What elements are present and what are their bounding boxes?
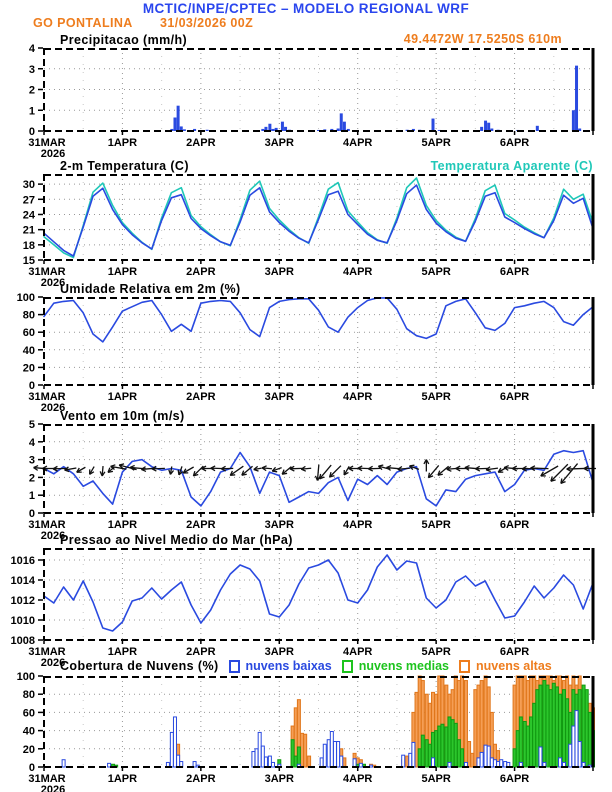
panel-title-humidity: Umidade Relativa em 2m (%) xyxy=(60,282,241,296)
svg-text:1APR: 1APR xyxy=(107,391,138,403)
svg-text:1APR: 1APR xyxy=(107,137,138,149)
svg-text:31MAR: 31MAR xyxy=(28,646,66,658)
svg-text:5APR: 5APR xyxy=(421,519,451,531)
svg-text:2APR: 2APR xyxy=(186,519,216,531)
station-coordinates: 49.4472W 17.5250S 610m xyxy=(403,32,562,46)
svg-text:100: 100 xyxy=(16,292,35,304)
svg-text:4: 4 xyxy=(28,43,35,55)
svg-text:5APR: 5APR xyxy=(421,266,451,278)
svg-text:6APR: 6APR xyxy=(499,137,530,149)
svg-text:20: 20 xyxy=(22,362,35,375)
svg-text:3: 3 xyxy=(28,63,35,76)
svg-text:4APR: 4APR xyxy=(343,773,373,785)
svg-text:24: 24 xyxy=(22,209,35,222)
station-name: GO PONTALINA xyxy=(33,16,133,30)
svg-text:18: 18 xyxy=(22,239,35,252)
svg-text:0: 0 xyxy=(28,762,35,774)
svg-text:15: 15 xyxy=(22,255,35,267)
svg-text:2APR: 2APR xyxy=(186,391,216,403)
svg-text:3: 3 xyxy=(28,454,35,467)
svg-text:2026: 2026 xyxy=(40,402,66,414)
cloud-cover-chart xyxy=(0,671,612,792)
svg-text:31MAR: 31MAR xyxy=(28,391,66,403)
svg-text:1012: 1012 xyxy=(10,595,35,607)
svg-text:60: 60 xyxy=(22,327,35,340)
wind-chart xyxy=(0,419,612,542)
svg-text:1APR: 1APR xyxy=(107,646,138,658)
svg-text:0: 0 xyxy=(28,126,35,138)
svg-text:5: 5 xyxy=(28,419,35,431)
svg-text:1APR: 1APR xyxy=(107,266,138,278)
svg-text:1008: 1008 xyxy=(10,635,35,647)
legend-label-high-clouds: nuvens altas xyxy=(476,659,552,673)
svg-text:5APR: 5APR xyxy=(421,773,451,785)
svg-text:6APR: 6APR xyxy=(499,646,530,658)
svg-text:2APR: 2APR xyxy=(186,266,216,278)
svg-text:0: 0 xyxy=(28,380,35,392)
svg-text:4APR: 4APR xyxy=(343,391,373,403)
svg-text:6APR: 6APR xyxy=(499,266,530,278)
svg-text:40: 40 xyxy=(22,725,35,738)
humidity-chart xyxy=(0,292,612,414)
svg-text:4: 4 xyxy=(28,436,35,449)
svg-text:3APR: 3APR xyxy=(264,391,294,403)
panel-title-precipitation: Precipitacao (mm/h) xyxy=(60,33,188,47)
svg-text:31MAR: 31MAR xyxy=(28,773,66,785)
svg-text:1010: 1010 xyxy=(10,615,35,627)
svg-text:6APR: 6APR xyxy=(499,773,530,785)
svg-text:80: 80 xyxy=(22,689,35,702)
svg-text:1014: 1014 xyxy=(10,575,35,587)
panel-title-clouds: Cobertura de Nuvens (%) xyxy=(60,659,219,673)
svg-text:27: 27 xyxy=(22,194,35,207)
svg-text:4APR: 4APR xyxy=(343,646,373,658)
svg-text:0: 0 xyxy=(28,508,35,520)
precipitation-chart xyxy=(0,43,612,160)
svg-text:31MAR: 31MAR xyxy=(28,137,66,149)
svg-text:2APR: 2APR xyxy=(186,773,216,785)
svg-text:100: 100 xyxy=(16,671,35,683)
svg-text:2APR: 2APR xyxy=(186,646,216,658)
svg-text:6APR: 6APR xyxy=(499,519,530,531)
svg-text:3APR: 3APR xyxy=(264,646,294,658)
svg-text:1APR: 1APR xyxy=(107,519,138,531)
svg-text:5APR: 5APR xyxy=(421,391,451,403)
panel-title-wind: Vento em 10m (m/s) xyxy=(60,409,185,423)
svg-text:31MAR: 31MAR xyxy=(28,519,66,531)
svg-text:40: 40 xyxy=(22,344,35,357)
svg-text:5APR: 5APR xyxy=(421,646,451,658)
page-title: MCTIC/INPE/CPTEC – MODELO REGIONAL WRF xyxy=(142,1,470,16)
svg-text:2026: 2026 xyxy=(40,784,66,792)
svg-text:60: 60 xyxy=(22,707,35,720)
svg-text:2026: 2026 xyxy=(40,530,66,542)
svg-text:4APR: 4APR xyxy=(343,519,373,531)
temperature-chart xyxy=(0,174,612,287)
svg-text:2: 2 xyxy=(28,472,35,485)
svg-text:20: 20 xyxy=(22,743,35,756)
svg-text:6APR: 6APR xyxy=(499,391,530,403)
svg-text:2026: 2026 xyxy=(40,657,66,669)
svg-text:21: 21 xyxy=(22,224,35,237)
run-datetime: 31/03/2026 00Z xyxy=(160,16,254,30)
panel-title-pressure: Pressao ao Nivel Medio do Mar (hPa) xyxy=(60,533,293,547)
svg-text:1: 1 xyxy=(28,105,35,118)
panel-title-temperature: 2-m Temperatura (C) xyxy=(60,159,189,173)
svg-text:3APR: 3APR xyxy=(264,519,294,531)
svg-text:2026: 2026 xyxy=(40,277,66,289)
panel-title-apparent-temperature: Temperatura Aparente (C) xyxy=(430,159,593,173)
svg-text:5APR: 5APR xyxy=(421,137,451,149)
svg-text:2: 2 xyxy=(28,84,35,97)
svg-text:30: 30 xyxy=(22,179,35,192)
svg-text:80: 80 xyxy=(22,309,35,322)
svg-text:1: 1 xyxy=(28,490,35,503)
svg-text:3APR: 3APR xyxy=(264,773,294,785)
legend-label-mid-clouds: nuvens medias xyxy=(358,659,450,673)
pressure-chart xyxy=(0,548,612,667)
svg-text:2026: 2026 xyxy=(40,148,66,160)
svg-text:4APR: 4APR xyxy=(343,266,373,278)
svg-text:2APR: 2APR xyxy=(186,137,216,149)
legend-label-low-clouds: nuvens baixas xyxy=(245,659,332,673)
svg-text:3APR: 3APR xyxy=(264,266,294,278)
svg-text:1APR: 1APR xyxy=(107,773,138,785)
svg-text:1016: 1016 xyxy=(10,555,35,567)
svg-text:3APR: 3APR xyxy=(264,137,294,149)
svg-text:31MAR: 31MAR xyxy=(28,266,66,278)
svg-text:4APR: 4APR xyxy=(343,137,373,149)
